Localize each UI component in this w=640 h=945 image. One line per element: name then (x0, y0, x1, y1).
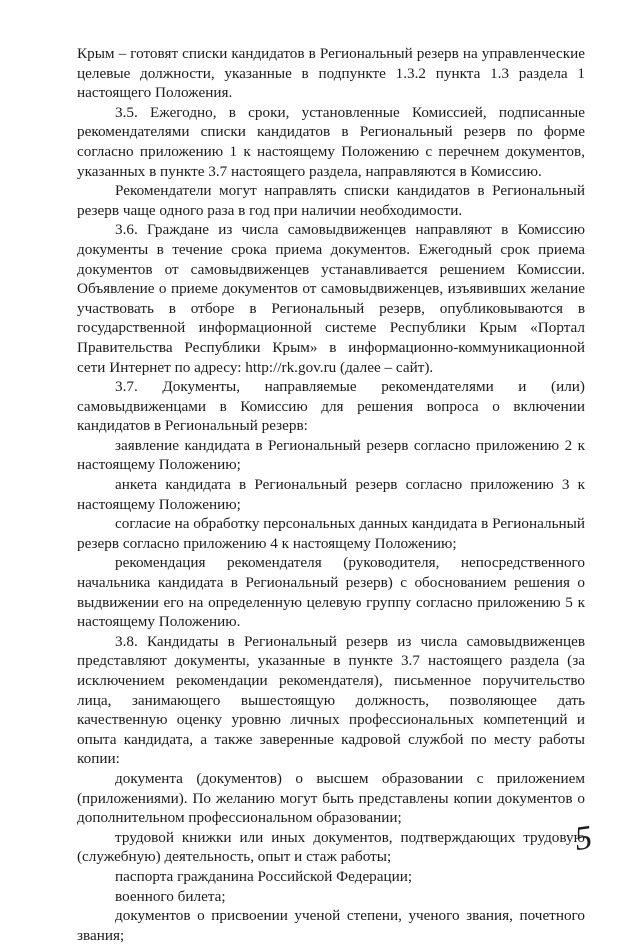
paragraph-3-6: 3.6. Граждане из числа самовыдвиженцев направляют в Комиссию документы в течение срока приема документов. Ежегодный срок приема документов от самовыдвиженцев устанавливается решением Комиссии. Объявление о приеме документов от самовыдвиженцев, изъявивших желание участвовать в отборе в Региональный резерв, опубликовываются в государственной информационной системе Республики Крым «Портал Правительства Республики Крым» в информационно-коммуникационной сети Интернет по адресу: http://rk.gov.ru (далее – сайт). (77, 221, 585, 376)
list-item-degree: документов о присвоении ученой степени, ученого звания, почетного звания; (77, 907, 585, 944)
page-number: 5 (572, 819, 595, 859)
list-item-passport: паспорта гражданина Российской Федерации; (115, 867, 413, 885)
list-item-application: заявление кандидата в Региональный резерв согласно приложению 2 к настоящему Положению; (77, 436, 585, 474)
list-item-military-id: военного билета; (115, 887, 226, 905)
list-item-work-record: трудовой книжки или иных документов, подтверждающих трудовую (служебную) деятельность, опыт и стаж работы; (77, 828, 585, 866)
list-item-education: документа (документов) о высшем образовании с приложением (приложениями). По желанию могут быть представлены копии документов о дополнительном профессиональном образовании; (77, 769, 585, 827)
paragraph-recommenders: Рекомендатели могут направлять списки кандидатов в Региональный резерв чаще одного раза в год при наличии необходимости. (77, 182, 585, 219)
paragraph-3-5: 3.5. Ежегодно, в сроки, установленные Комиссией, подписанные рекомендателями списки кандидатов в Региональный резерв по форме согласно приложению 1 к настоящему Положению с перечнем документов, указанных в пункте 3.7 настоящего раздела, направляются в Комиссию. (77, 103, 585, 180)
paragraph-3-8: 3.8. Кандидаты в Региональный резерв из числа самовыдвиженцев представляют документы, указанные в пункте 3.7 настоящего раздела (за исключением рекомендации рекомендателя), письменное поручительство лица, занимающего вышестоящую должность, позволяющее дать качественную оценку уровню личных профессиональных компетенций и опыта кандидата, а также заверенные кадровой службой по месту работы копии: (77, 632, 585, 768)
list-item-questionnaire: анкета кандидата в Региональный резерв согласно приложению 3 к настоящему Положению; (77, 476, 585, 513)
list-item-recommendation: рекомендация рекомендателя (руководителя, непосредственного начальника кандидата в Региональный резерв) с обоснованием решения о выдвижении его на определенную целевую группу согласно приложению 5 к настоящему Положению. (77, 554, 585, 631)
document-page (77, 44, 585, 945)
paragraph-continuation: Крым – готовят списки кандидатов в Региональный резерв на управленческие целевые должности, указанные в подпункте 1.3.2 пункта 1.3 раздела 1 настоящего Положения. (77, 45, 585, 102)
list-item-consent: согласие на обработку персональных данных кандидата в Региональный резерв согласно приложению 4 к настоящему Положению; (77, 515, 585, 552)
paragraph-3-7: 3.7. Документы, направляемые рекомендателями и (или) самовыдвиженцами в Комиссию для решения вопроса о включении кандидатов в Региональный резерв: (77, 378, 585, 435)
